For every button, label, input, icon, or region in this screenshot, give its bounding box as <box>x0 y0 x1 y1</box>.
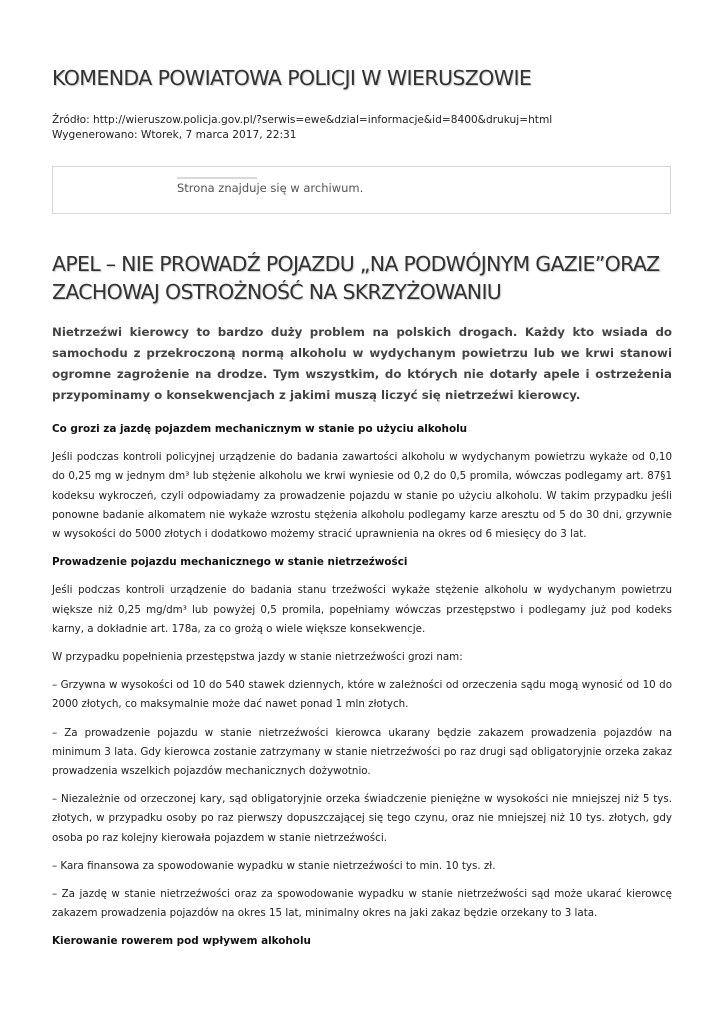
article-title-line-2: ZACHOWAJ OSTROŻNOŚĆ NA SKRZYŻOWANIU <box>52 280 502 304</box>
section-heading-1: Co grozi za jazdę pojazdem mechanicznym w stanie po użyciu alkoholu <box>52 423 468 435</box>
article-body <box>52 420 672 961</box>
paragraph: – Niezależnie od orzeczonej kary, sąd obligatoryjnie orzeka świadczenie pieniężne w wysokości nie mniejszej niż 5 tys. złotych, w przypadku osoby po raz pierwszy dopuszczającej się tego czynu, oraz nie mniejszej niż 10 tys. złotych, gdy osoba po raz kolejny kierowała pojazdem w stanie nietrzeźwości. <box>52 793 672 844</box>
paragraph: – Za jazdę w stanie nietrzeźwości oraz za spowodowanie wypadku w stanie nietrzeźwości sąd może ukarać kierowcę zakazem prowadzenia pojazdów na okres 15 lat, minimalny okres na jaki zakaz będzie orzekany to 3 lata. <box>52 888 672 920</box>
paragraph: Jeśli podczas kontroli policyjnej urządzenie do badania zawartości alkoholu w wydychanym powietrzu wykaże od 0,10 do 0,25 mg w jednym dm³ lub stężenie alkoholu we krwi wyniesie od 0,2 do 0,5 promila, wówczas podlegamy art. 87§1 kodeksu wykroczeń, czyli odpowiadamy za prowadzenie pojazdu w stanie po użyciu alkoholu. W takim przypadku jeśli ponowne badanie alkomatem nie wykaże wzrostu stężenia alkoholu podlegamy karze aresztu od 5 do 30 dni, grzywnie w wysokości do 5000 złotych i dodatkowo możemy stracić uprawnienia na okres od 6 miesięcy do 3 lat. <box>52 451 672 541</box>
article-lead: Nietrzeźwi kierowcy to bardzo duży problem na polskich drogach. Każdy kto wsiada do samochodu z przekroczoną normą alkoholu w wydychanym powietrzu lub we krwi stanowi ogromne zagrożenie na drodze. Tym wszystkim, do których nie dotarły apele i ostrzeżenia przypominamy o konsekwencjach z jakimi muszą liczyć się nietrzeźwi kierowcy. <box>52 325 672 402</box>
print-meta <box>52 113 552 143</box>
paragraph: – Kara finansowa za spowodowanie wypadku w stanie nietrzeźwości to min. 10 tys. zł. <box>52 859 496 872</box>
article-title <box>52 250 677 306</box>
paragraph: – Grzywna w wysokości od 10 do 540 stawek dziennych, które w zależności od orzeczenia sądu mogą wynosić od 10 do 2000 złotych, co maksymalnie może dać nawet ponad 1 mln złotych. <box>52 679 672 711</box>
article-title-line-1: APEL – NIE PROWADŹ POJAZDU „NA PODWÓJNYM GAZIE”ORAZ <box>52 252 660 276</box>
generated-line: Wygenerowano: Wtorek, 7 marca 2017, 22:31 <box>52 129 297 141</box>
source-line: Źródło: http://wieruszow.policja.gov.pl/?serwis=ewe&dzial=informacje&id=8400&drukuj=html <box>52 114 553 126</box>
archive-divider <box>177 177 257 179</box>
site-title: KOMENDA POWIATOWA POLICJI W WIERUSZOWIE <box>52 66 532 90</box>
section-heading-3: Kierowanie rowerem pod wpływem alkoholu <box>52 935 311 948</box>
archive-notice-box <box>52 166 671 214</box>
paragraph: Jeśli podczas kontroli urządzenie do badania stanu trzeźwości wykaże stężenie alkoholu w wydychanym powietrzu większe niż 0,25 mg/dm³ lub powyżej 0,5 promila, popełniamy wówczas przestępstwo i podlegamy już pod kodeks karny, a dokładnie art. 178a, za co grożą o wiele większe konsekwencje. <box>52 584 672 635</box>
paragraph: – Za prowadzenie pojazdu w stanie nietrzeźwości kierowca ukarany będzie zakazem prowadzenia pojazdów na minimum 3 lata. Gdy kierowca zostanie zatrzymany w stanie nietrzeźwości po raz drugi sąd obligatoryjnie orzeka zakaz prowadzenia wszelkich pojazdów mechanicznych dożywotnio. <box>52 726 672 778</box>
section-heading-2: Prowadzenie pojazdu mechanicznego w stanie nietrzeźwości <box>52 556 408 569</box>
paragraph: W przypadku popełnienia przestępstwa jazdy w stanie nietrzeźwości grozi nam: <box>52 651 463 664</box>
archive-notice: Strona znajduje się w archiwum. <box>177 181 364 195</box>
